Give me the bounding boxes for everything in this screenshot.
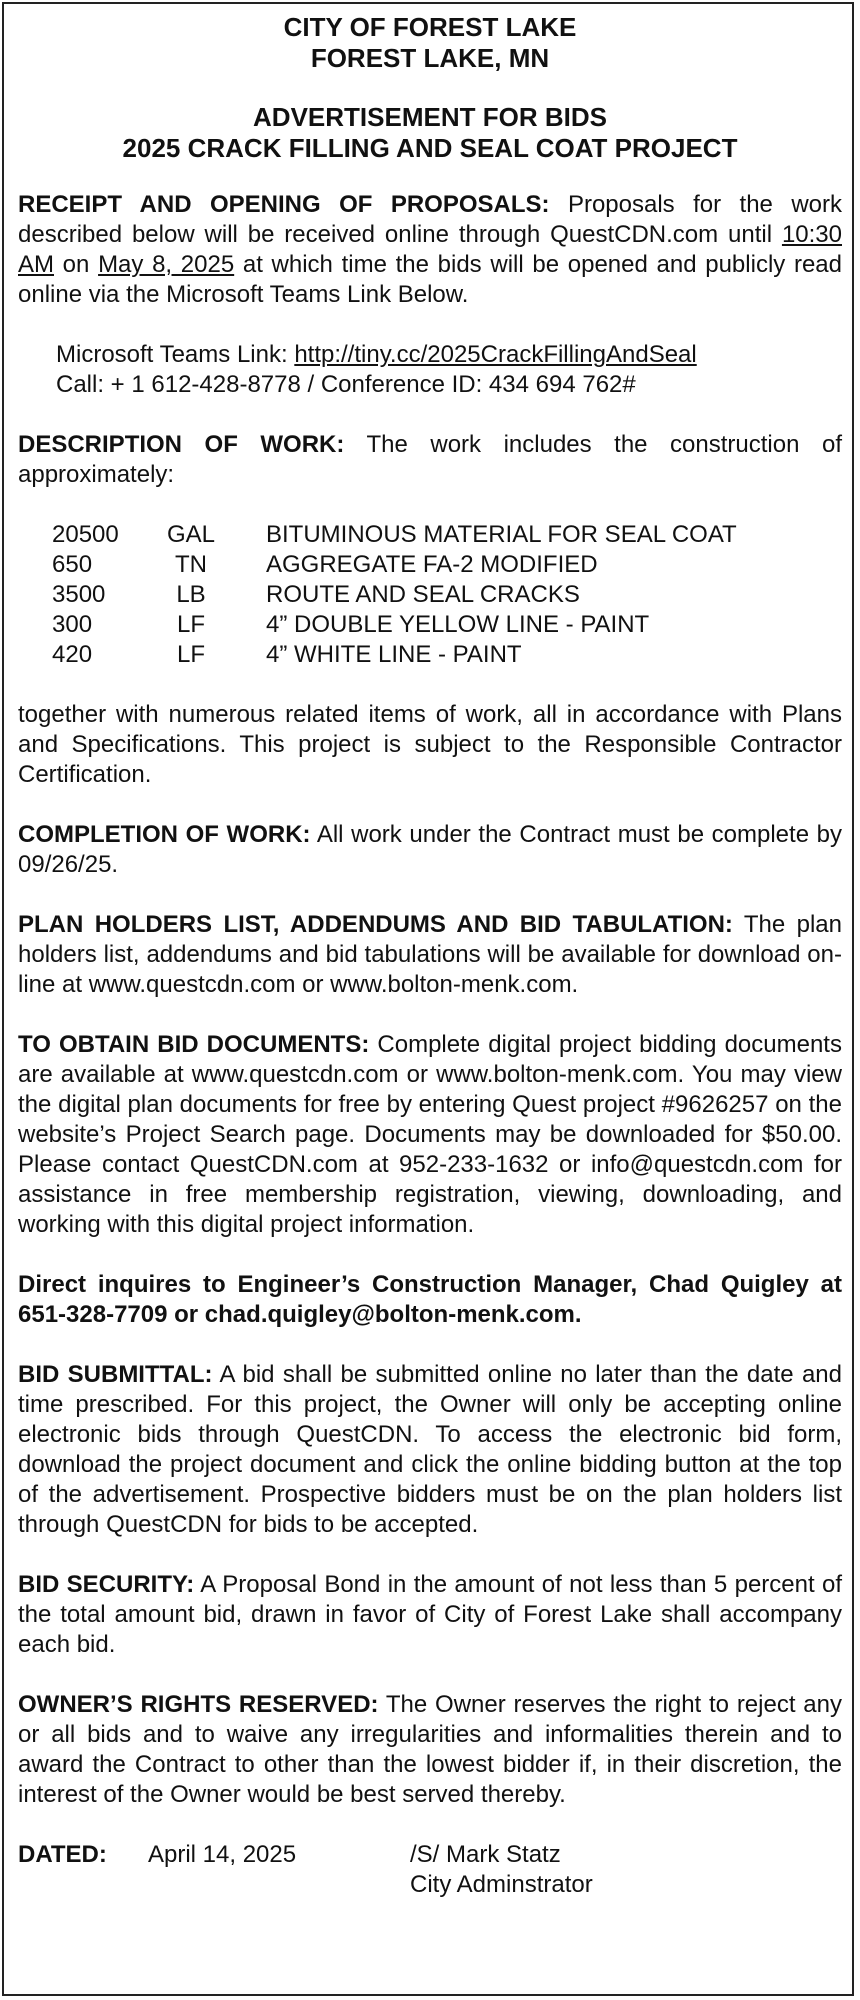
list-item	[18, 640, 842, 670]
city-header	[18, 12, 842, 74]
teams-info	[18, 340, 842, 400]
receipt-text-1: Proposals for the work described below will be received online through QuestCDN.com until	[18, 191, 842, 248]
rights-heading: OWNER’S RIGHTS RESERVED:	[18, 1691, 379, 1718]
planholders-heading: PLAN HOLDERS LIST, ADDENDUMS AND BID TABULATION:	[18, 911, 733, 938]
signature: /S/ Mark Statz	[410, 1841, 561, 1868]
planholders-section	[18, 910, 842, 1000]
receipt-section	[18, 190, 842, 310]
item-unit: LF	[176, 641, 205, 668]
rights-text: The Owner reserves the right to reject any or all bids and to waive any irregularities and informalities therein and to award the Contract to other than the lowest bidder if, in their discretion, the interest of the Owner would be best served thereby.	[18, 1691, 842, 1808]
item-quantity: 300	[52, 611, 93, 638]
obtain-heading: TO OBTAIN BID DOCUMENTS:	[18, 1031, 370, 1058]
receipt-heading: RECEIPT AND OPENING OF PROPOSALS:	[18, 191, 550, 218]
city-state: FOREST LAKE, MN	[310, 43, 550, 73]
opening-time: 10:30 AM	[18, 221, 842, 278]
receipt-text-2: on	[54, 251, 99, 278]
signer-title: City Adminstrator	[410, 1871, 593, 1898]
dated-row	[18, 1840, 842, 1870]
item-quantity: 3500	[52, 581, 106, 608]
item-description: AGGREGATE FA-2 MODIFIED	[266, 551, 598, 578]
item-quantity: 650	[52, 551, 93, 578]
project-title: 2025 CRACK FILLING AND SEAL COAT PROJECT	[122, 133, 738, 163]
completion-text: All work under the Contract must be complete by 09/26/25.	[18, 821, 843, 878]
item-description: BITUMINOUS MATERIAL FOR SEAL COAT	[266, 521, 737, 548]
item-quantity: 420	[52, 641, 93, 668]
security-section	[18, 1570, 842, 1660]
item-unit: LB	[176, 581, 206, 608]
teams-link[interactable]: http://tiny.cc/2025CrackFillingAndSeal	[294, 341, 697, 368]
dated-label: DATED:	[18, 1841, 107, 1868]
item-description: ROUTE AND SEAL CRACKS	[266, 581, 580, 608]
dated-date: April 14, 2025	[148, 1841, 297, 1868]
list-item	[18, 550, 842, 580]
item-description: 4” DOUBLE YELLOW LINE - PAINT	[266, 611, 650, 638]
list-item	[18, 520, 842, 550]
obtain-text: Complete digital project bidding documents are available at www.questcdn.com or www.bolton-menk.com. You may view the digital plan documents for free by entering Quest project #9626257 on the website’s Project Search page. Documents may be downloaded for $50.00. Please contact QuestCDN.com at 952-233-1632 or info@questcdn.com for assistance in free membership registration, viewing, downloading, and working with this digital project information.	[18, 1031, 842, 1238]
inquiries-text: Direct inquires to Engineer’s Construction Manager, Chad Quigley at 651-328-7709 or chad.quigley@bolton-menk.com.	[18, 1271, 842, 1328]
ad-title: ADVERTISEMENT FOR BIDS	[253, 102, 607, 132]
item-unit: TN	[175, 551, 207, 578]
opening-date: May 8, 2025	[98, 251, 235, 278]
signature-title-row	[18, 1870, 842, 1900]
item-description: 4” WHITE LINE - PAINT	[266, 641, 522, 668]
item-quantity: 20500	[52, 521, 119, 548]
city-name: CITY OF FOREST LAKE	[283, 12, 577, 42]
teams-link-label: Microsoft Teams Link:	[56, 341, 295, 368]
obtain-section	[18, 1030, 842, 1240]
submittal-section	[18, 1360, 842, 1540]
list-item	[18, 610, 842, 640]
completion-heading: COMPLETION OF WORK:	[18, 821, 311, 848]
list-item	[18, 580, 842, 610]
together-paragraph: together with numerous related items of work, all in accordance with Plans and Specifications. This project is subject to the Responsible Contractor Certification.	[18, 701, 842, 788]
security-heading: BID SECURITY:	[18, 1571, 195, 1598]
rights-section	[18, 1690, 842, 1810]
description-text: The work includes the construction of approximately:	[18, 431, 843, 488]
ad-header	[18, 102, 842, 164]
receipt-text-3: at which time the bids will be opened and publicly read online via the Microsoft Teams Link Below.	[18, 251, 842, 308]
planholders-text: The plan holders list, addendums and bid tabulations will be available for download on-line at www.questcdn.com or www.bolton-menk.com.	[18, 911, 842, 998]
description-section	[18, 430, 842, 490]
security-text: A Proposal Bond in the amount of not less than 5 percent of the total amount bid, drawn in favor of City of Forest Lake shall accompany each bid.	[18, 1571, 843, 1658]
teams-link-line	[56, 340, 842, 370]
work-items-list	[18, 520, 842, 670]
submittal-heading: BID SUBMITTAL:	[18, 1361, 213, 1388]
advertisement-content	[18, 12, 842, 1900]
item-unit: LF	[176, 611, 205, 638]
teams-call-line: Call: + 1 612-428-8778 / Conference ID: 434 694 762#	[56, 371, 636, 398]
description-heading: DESCRIPTION OF WORK:	[18, 431, 345, 458]
submittal-text: A bid shall be submitted online no later than the date and time prescribed. For this project, the Owner will only be accepting online electronic bids through QuestCDN. To access the electronic bid form, download the project document and click the online bidding button at the top of the advertisement. Prospective bidders must be on the plan holders list through QuestCDN for bids to be accepted.	[18, 1361, 842, 1538]
completion-section	[18, 820, 842, 880]
item-unit: GAL	[166, 521, 216, 548]
inquiries-section	[18, 1270, 842, 1330]
dated-section	[18, 1840, 842, 1900]
